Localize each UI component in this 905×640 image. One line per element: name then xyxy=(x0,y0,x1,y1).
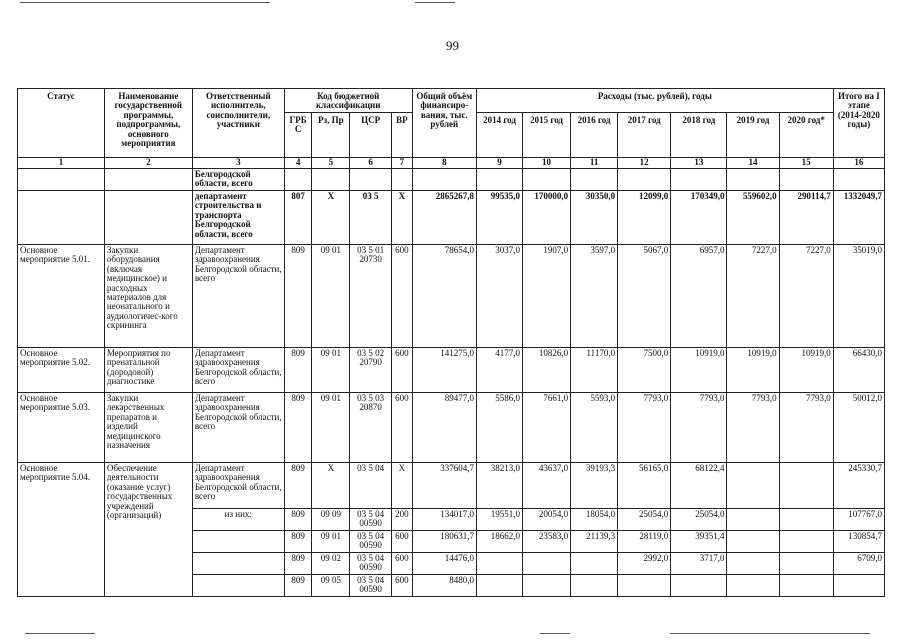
cell-name: Мероприятия по пренатальной (дородовой) диагностике xyxy=(104,347,192,392)
column-number: 5 xyxy=(312,157,350,168)
cell-2020 xyxy=(779,530,833,552)
column-number: 13 xyxy=(671,157,727,168)
header-2016: 2016 год xyxy=(571,112,618,157)
cell-name: Закупки оборудования (включая медицинское) и расходных материалов для неонатального и аудиологичес-кого скрининга xyxy=(104,244,192,347)
cell-2014: 4177,0 xyxy=(477,347,523,392)
cell-rz-pr: 09 01 xyxy=(312,392,350,462)
cell-csr: 03 5 03 20870 xyxy=(350,392,392,462)
table-row xyxy=(18,190,885,244)
budget-table xyxy=(17,88,885,597)
cell-2017: 7500,0 xyxy=(618,347,671,392)
header-status: Статус xyxy=(18,89,105,158)
cell-grbs: 809 xyxy=(284,244,312,347)
cell-total: 89477,0 xyxy=(412,392,476,462)
cell-2014: 99535,0 xyxy=(477,190,523,244)
cell-csr: 03 5 01 20730 xyxy=(350,244,392,347)
cell-2019: 7227,0 xyxy=(727,244,779,347)
cell-2016 xyxy=(571,168,618,190)
cell-status: Основное мероприятие 5.01. xyxy=(18,244,105,347)
cell-csr: 03 5 04 00590 xyxy=(350,552,392,574)
scan-edge-bottom-right xyxy=(670,633,870,634)
cell-2018: 7793,0 xyxy=(671,392,727,462)
cell-vr: 600 xyxy=(392,244,412,347)
cell-2016: 5593,0 xyxy=(571,392,618,462)
cell-executor: из них: xyxy=(192,508,284,530)
cell-2016: 18054,0 xyxy=(571,508,618,530)
cell-csr: 03 5 02 20790 xyxy=(350,347,392,392)
cell-status: Основное мероприятие 5.04. xyxy=(18,462,105,596)
header-rz-pr: Рз, Пр xyxy=(312,112,350,157)
cell-2016: 39193,3 xyxy=(571,462,618,508)
cell-2014: 38213,0 xyxy=(477,462,523,508)
cell-2020 xyxy=(779,462,833,508)
cell-2018: 10919,0 xyxy=(671,347,727,392)
cell-total: 2865267,8 xyxy=(412,190,476,244)
cell-2015 xyxy=(523,168,571,190)
cell-2014: 3037,0 xyxy=(477,244,523,347)
cell-name xyxy=(104,190,192,244)
cell-executor: департамент строительства и транспорта Белгородской области, всего xyxy=(192,190,284,244)
cell-executor: Департамент здравоохранения Белгородской области, всего xyxy=(192,462,284,508)
cell-2019: 10919,0 xyxy=(727,347,779,392)
header-2018: 2018 год xyxy=(671,112,727,157)
cell-2019 xyxy=(727,462,779,508)
header-row-1 xyxy=(18,89,885,113)
cell-2016: 11170,0 xyxy=(571,347,618,392)
cell-executor: Департамент здравоохранения Белгородской области, всего xyxy=(192,347,284,392)
cell-stage-total: 245330,7 xyxy=(833,462,884,508)
cell-2020 xyxy=(779,574,833,596)
cell-vr: 600 xyxy=(392,574,412,596)
cell-2020 xyxy=(779,168,833,190)
column-number: 2 xyxy=(104,157,192,168)
table-row xyxy=(18,347,885,392)
page-number: 99 xyxy=(446,38,459,53)
cell-vr xyxy=(392,168,412,190)
cell-2017: 12099,0 xyxy=(618,190,671,244)
cell-rz-pr: 09 05 xyxy=(312,574,350,596)
column-number: 12 xyxy=(618,157,671,168)
column-number-row xyxy=(18,157,885,168)
cell-total: 337604,7 xyxy=(412,462,476,508)
cell-2016 xyxy=(571,552,618,574)
cell-total xyxy=(412,168,476,190)
cell-total: 141275,0 xyxy=(412,347,476,392)
cell-rz-pr: 09 02 xyxy=(312,552,350,574)
cell-2015: 1907,0 xyxy=(523,244,571,347)
cell-stage-total: 6709,0 xyxy=(833,552,884,574)
cell-status xyxy=(18,190,105,244)
cell-grbs: 809 xyxy=(284,530,312,552)
cell-stage-total: 66430,0 xyxy=(833,347,884,392)
cell-csr: 03 5 04 00590 xyxy=(350,508,392,530)
table-row xyxy=(18,392,885,462)
cell-status: Основное мероприятие 5.03. xyxy=(18,392,105,462)
cell-2020 xyxy=(779,552,833,574)
cell-executor: Белгородской области, всего xyxy=(192,168,284,190)
cell-stage-total: 50012,0 xyxy=(833,392,884,462)
cell-csr: 03 5 04 xyxy=(350,462,392,508)
cell-grbs: 809 xyxy=(284,462,312,508)
column-number: 14 xyxy=(727,157,779,168)
header-2015: 2015 год xyxy=(523,112,571,157)
cell-stage-total xyxy=(833,168,884,190)
cell-2018 xyxy=(671,168,727,190)
header-name: Наименование государственной программы, подпрограммы, основного мероприятия xyxy=(104,89,192,158)
cell-2014: 5586,0 xyxy=(477,392,523,462)
cell-2019 xyxy=(727,552,779,574)
cell-grbs: 809 xyxy=(284,347,312,392)
cell-total: 8480,0 xyxy=(412,574,476,596)
cell-csr xyxy=(350,168,392,190)
header-budget-code: Код бюджетной классификации xyxy=(284,89,412,113)
cell-2014 xyxy=(477,168,523,190)
column-number: 3 xyxy=(192,157,284,168)
cell-2019 xyxy=(727,574,779,596)
scan-edge-bottom-left xyxy=(25,633,95,634)
cell-vr: Х xyxy=(392,190,412,244)
cell-total: 134017,0 xyxy=(412,508,476,530)
cell-2014: 18662,0 xyxy=(477,530,523,552)
header-2014: 2014 год xyxy=(477,112,523,157)
cell-2015: 170000,0 xyxy=(523,190,571,244)
cell-2017 xyxy=(618,574,671,596)
scan-edge-top-right xyxy=(415,2,455,3)
column-number: 4 xyxy=(284,157,312,168)
cell-grbs xyxy=(284,168,312,190)
cell-2020: 7793,0 xyxy=(779,392,833,462)
cell-grbs: 809 xyxy=(284,552,312,574)
cell-name: Обеспечение деятельности (оказание услуг) государственных учреждений (организаций) xyxy=(104,462,192,596)
cell-csr: 03 5 04 00590 xyxy=(350,574,392,596)
cell-2018: 68122,4 xyxy=(671,462,727,508)
cell-executor xyxy=(192,574,284,596)
table-row xyxy=(18,168,885,190)
cell-2020 xyxy=(779,508,833,530)
cell-grbs: 807 xyxy=(284,190,312,244)
table-row xyxy=(18,244,885,347)
cell-rz-pr: 09 01 xyxy=(312,347,350,392)
cell-2019: 7793,0 xyxy=(727,392,779,462)
cell-stage-total xyxy=(833,574,884,596)
cell-2017: 5067,0 xyxy=(618,244,671,347)
cell-2018: 25054,0 xyxy=(671,508,727,530)
cell-total: 180631,7 xyxy=(412,530,476,552)
cell-csr: 03 5 xyxy=(350,190,392,244)
column-number: 15 xyxy=(779,157,833,168)
cell-2017: 2992,0 xyxy=(618,552,671,574)
cell-vr: Х xyxy=(392,462,412,508)
cell-executor: Департамент здравоохранения Белгородской области, всего xyxy=(192,244,284,347)
cell-2018 xyxy=(671,574,727,596)
cell-2015: 7661,0 xyxy=(523,392,571,462)
cell-vr: 600 xyxy=(392,552,412,574)
header-expenses: Расходы (тыс. рублей), годы xyxy=(477,89,834,113)
column-number: 16 xyxy=(833,157,884,168)
column-number: 6 xyxy=(350,157,392,168)
cell-2018: 6957,0 xyxy=(671,244,727,347)
cell-vr: 200 xyxy=(392,508,412,530)
cell-2018: 3717,0 xyxy=(671,552,727,574)
cell-2019: 559602,0 xyxy=(727,190,779,244)
cell-2015 xyxy=(523,574,571,596)
cell-executor xyxy=(192,530,284,552)
cell-status xyxy=(18,168,105,190)
scan-edge-bottom-mid xyxy=(540,633,570,634)
cell-stage-total: 130854,7 xyxy=(833,530,884,552)
column-number: 8 xyxy=(412,157,476,168)
header-vr: ВР xyxy=(392,112,412,157)
table-row xyxy=(18,462,885,508)
column-number: 10 xyxy=(523,157,571,168)
cell-2017: 28119,0 xyxy=(618,530,671,552)
cell-rz-pr: Х xyxy=(312,462,350,508)
cell-2019 xyxy=(727,168,779,190)
cell-rz-pr: Х xyxy=(312,190,350,244)
cell-2015: 43637,0 xyxy=(523,462,571,508)
cell-grbs: 809 xyxy=(284,392,312,462)
cell-2017 xyxy=(618,168,671,190)
cell-2016: 30350,0 xyxy=(571,190,618,244)
cell-2017: 25054,0 xyxy=(618,508,671,530)
cell-2016 xyxy=(571,574,618,596)
cell-2019 xyxy=(727,530,779,552)
header-2017: 2017 год xyxy=(618,112,671,157)
cell-executor: Департамент здравоохранения Белгородской области, всего xyxy=(192,392,284,462)
cell-name: Закупки лекарственных препаратов и изделий медицинского назначения xyxy=(104,392,192,462)
cell-2020: 10919,0 xyxy=(779,347,833,392)
cell-2015: 10826,0 xyxy=(523,347,571,392)
column-number: 7 xyxy=(392,157,412,168)
cell-2014: 19551,0 xyxy=(477,508,523,530)
column-number: 1 xyxy=(18,157,105,168)
cell-executor xyxy=(192,552,284,574)
cell-2020: 290114,7 xyxy=(779,190,833,244)
cell-2017: 56165,0 xyxy=(618,462,671,508)
cell-2015 xyxy=(523,552,571,574)
column-number: 9 xyxy=(477,157,523,168)
cell-vr: 600 xyxy=(392,530,412,552)
cell-2018: 39351,4 xyxy=(671,530,727,552)
cell-rz-pr: 09 01 xyxy=(312,530,350,552)
cell-stage-total: 35019,0 xyxy=(833,244,884,347)
cell-rz-pr xyxy=(312,168,350,190)
scan-edge-top-left xyxy=(20,2,270,3)
header-grbs: ГРБС xyxy=(284,112,312,157)
cell-vr: 600 xyxy=(392,392,412,462)
column-number: 11 xyxy=(571,157,618,168)
cell-status: Основное мероприятие 5.02. xyxy=(18,347,105,392)
cell-name xyxy=(104,168,192,190)
header-2019: 2019 год xyxy=(727,112,779,157)
cell-grbs: 809 xyxy=(284,574,312,596)
cell-stage-total: 107767,0 xyxy=(833,508,884,530)
header-csr: ЦСР xyxy=(350,112,392,157)
cell-stage-total: 1332049,7 xyxy=(833,190,884,244)
header-stage-total: Итого на I этапе (2014-2020 годы) xyxy=(833,89,884,158)
cell-rz-pr: 09 01 xyxy=(312,244,350,347)
cell-csr: 03 5 04 00590 xyxy=(350,530,392,552)
cell-2014 xyxy=(477,552,523,574)
cell-grbs: 809 xyxy=(284,508,312,530)
cell-2019 xyxy=(727,508,779,530)
header-executor: Ответственный исполнитель, соисполнители, участники xyxy=(192,89,284,158)
cell-rz-pr: 09 09 xyxy=(312,508,350,530)
cell-vr: 600 xyxy=(392,347,412,392)
header-total: Общий объём финансиро-вания, тыс. рублей xyxy=(412,89,476,158)
cell-2016: 21139,3 xyxy=(571,530,618,552)
cell-total: 78654,0 xyxy=(412,244,476,347)
cell-2018: 170349,0 xyxy=(671,190,727,244)
cell-2014 xyxy=(477,574,523,596)
cell-2020: 7227,0 xyxy=(779,244,833,347)
cell-2016: 3597,0 xyxy=(571,244,618,347)
cell-2015: 23583,0 xyxy=(523,530,571,552)
header-2020: 2020 год* xyxy=(779,112,833,157)
cell-total: 14476,0 xyxy=(412,552,476,574)
cell-2015: 20054,0 xyxy=(523,508,571,530)
cell-2017: 7793,0 xyxy=(618,392,671,462)
